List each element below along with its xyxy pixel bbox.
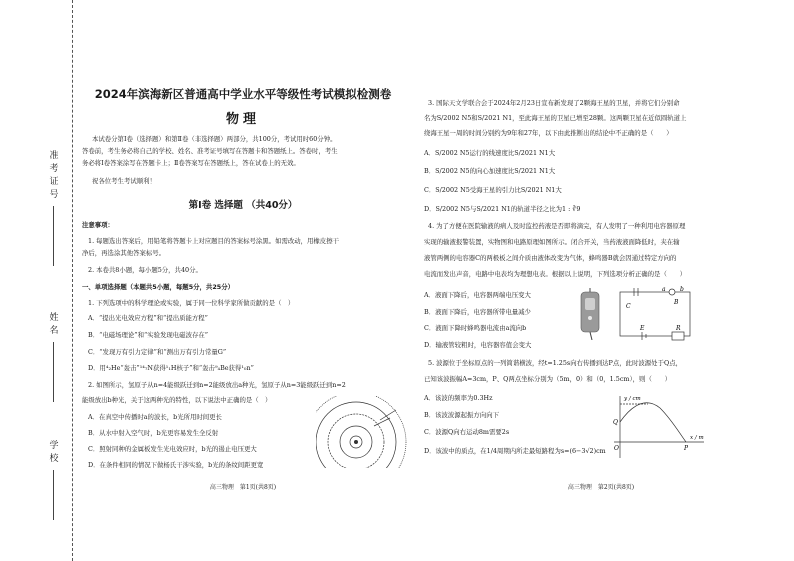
name-field — [44, 312, 62, 402]
note-1b: 净后，再选涂其他答案标号。 — [82, 249, 166, 257]
q4-option-a: A．液面下降后，电容器两端电压变大 — [424, 291, 531, 299]
graph-label-q: Q — [613, 419, 618, 426]
exam-no-label: 准考证号 — [47, 150, 58, 202]
q3-stem-1: 3. 国际天文学联合会于2024年2月23日宣布新发现了2颗海王星的卫星，并将它们分别命 — [428, 99, 680, 107]
q5-stem-2: 已知该波振幅A=3cm，P、Q两点坐标分别为（5m，0）和（0，1.5cm），则（ ） — [424, 375, 672, 383]
school-field — [44, 440, 62, 520]
q5-option-c: C．波源Q向右运动8m需要2s — [424, 428, 510, 436]
circuit-label-r: R — [676, 325, 681, 332]
exam-title: 2024年滨海新区普通高中学业水平等级性考试模拟检测卷 — [94, 87, 392, 101]
q4-option-c: C．液面下降时蜂鸣器电流由a流向b — [424, 324, 527, 332]
right-page — [420, 0, 782, 561]
circuit-diagram — [616, 286, 696, 342]
q2-stem-1: 2. 如图所示，氢原子从n=4能级跃迁到n=2能级放出a种光，氢原子从n=3能级跃迁到n=2 — [88, 381, 346, 389]
school-line — [53, 470, 54, 520]
q2-option-c: C．照射同种的金属板发生光电效应时，b光的遏止电压更大 — [88, 445, 257, 453]
q3-option-b: B．S/2002 N5的向心加速度比S/2021 N1大 — [424, 167, 556, 175]
binding-strip — [0, 0, 78, 561]
circuit-label-c: C — [626, 303, 631, 310]
q1-stem: 1. 下列选项中的科学理论或实验，属于同一位科学家所做贡献的是（ ） — [88, 299, 295, 307]
q3-option-a: A．S/2002 N5运行的线速度比S/2021 N1大 — [424, 149, 556, 157]
circuit-label-a: a — [662, 286, 666, 293]
q5-option-d: D．该波中的质点，在1/4周期内所走最短路程为s=(6−3√2)cm — [424, 447, 606, 455]
iv-device-image — [578, 288, 604, 340]
subject-title: 物理 — [225, 112, 260, 127]
name-line — [53, 342, 54, 402]
left-page — [78, 0, 408, 561]
q1-option-a: A．“提出光电效应方程”和“提出质能方程” — [88, 314, 208, 322]
q2-option-d: D．在条件相同的情况下做杨氏干涉实验，b光的条纹间距更宽 — [88, 461, 264, 469]
name-label: 姓名 — [47, 312, 58, 338]
q4-stem-2: 实现的输液报警装置，实物图和电路原理如图所示。闭合开关，当药液液面降低时，夹在输 — [424, 238, 680, 246]
graph-label-p: P — [684, 445, 689, 452]
intro-line-4: 祝各位考生考试顺利！ — [92, 177, 156, 185]
q4-option-b: B．液面下降后，电容器所带电量减少 — [424, 308, 531, 316]
q4-stem-1: 4. 为了方便在医院输液的病人及时监控药液是否即将滴完，有人发明了一种利用电容器原理 — [428, 222, 686, 230]
q3-option-c: C．S/2002 N5受海王星的引力比S/2021 N1大 — [424, 186, 562, 194]
left-footer: 高三物理 第1页(共8页) — [209, 484, 277, 491]
q5-stem-1: 5. 波源位于坐标原点的一列简谐横波，经t=1.25s向右传播到达P点，此时波源处于Q点， — [428, 359, 682, 367]
q1-option-c: C．“发现万有引力定律”和“测出万有引力常量G” — [88, 348, 227, 356]
exam-no-line — [53, 206, 54, 266]
circuit-label-e: E — [640, 325, 645, 332]
intro-line-2: 答卷前，考生务必将自己的学校、姓名、准考证号填写在答题卡和答题纸上。答卷时，考生 — [82, 147, 338, 155]
q2-option-b: B．从水中射入空气时，b光更容易发生全反射 — [88, 429, 219, 437]
q5-option-b: B．该波波源起振方向向下 — [424, 411, 499, 419]
intro-line-1: 本试卷分第Ⅰ卷（选择题）和第Ⅱ卷（非选择题）两部分，共100分，考试用时60分钟。 — [92, 135, 337, 143]
circuit-label-buzzer: B — [674, 299, 679, 306]
graph-label-o: O — [614, 445, 619, 452]
wave-graph — [610, 392, 710, 464]
graph-y-label: y / cm — [624, 396, 641, 402]
note-1: 1. 每题选出答案后，用铅笔将答题卡上对应题目的答案标号涂黑。如需改动，用橡皮擦干 — [88, 237, 339, 245]
q2-option-a: A．在真空中传播时a的波长，b光所用时间更长 — [88, 413, 222, 421]
binding-dashed-line — [72, 0, 73, 561]
part-heading: 一、单项选择题（本题共5小题，每题5分，共25分） — [82, 283, 234, 291]
q2-stem-2: 能级放出b种光，关于这两种光的特性，以下说法中正确的是（ ） — [82, 396, 272, 404]
energy-level-figure — [316, 396, 408, 468]
school-label: 学校 — [47, 440, 58, 466]
notes-heading: 注意事项： — [82, 221, 114, 229]
q3-stem-3: 绕海王星一周的时间分别约为9年和27年，以下由此推断出的结论中不正确的是（ ） — [424, 129, 673, 137]
intro-line-3: 务必将Ⅰ卷答案涂写在答题卡上；Ⅱ卷答案写在答题纸上，答在试卷上的无效。 — [82, 159, 300, 167]
q4-stem-3: 液管两侧的电容器C的两极板之间介质由液体改变为气体，蜂鸣器B就会因通过特定方向的 — [424, 254, 677, 262]
note-2: 2. 本卷共8小题，每小题5分，共40分。 — [88, 266, 202, 274]
circuit-label-b: b — [680, 286, 684, 293]
q1-option-d: D．用⁴₂He“轰击”¹⁴₇N获得¹₁H核子”和“轰击⁹₄Be获得¹₀n” — [88, 364, 254, 372]
q3-option-d: D．S/2002 N5与S/2021 N1的轨道半径之比为1 : ∛9 — [424, 205, 581, 213]
section-title: 第Ⅰ卷 选择题 （共40分） — [188, 200, 298, 211]
q5-option-a: A．该波的频率为0.3Hz — [424, 394, 493, 402]
q4-option-d: D．输液管较粗时，电容器容值会变大 — [424, 341, 532, 349]
graph-x-label: x / m — [690, 435, 704, 441]
q1-option-b: B．“电磁场理论”和“实验发现电磁波存在” — [88, 331, 209, 339]
right-footer: 高三物理 第2页(共8页) — [567, 484, 635, 491]
q3-stem-2: 名为S/2002 N5和S/2021 N1，至此海王星的卫星已增至28颗。这两颗卫星在近似圆轨道上 — [424, 114, 687, 122]
exam-no-field — [44, 150, 62, 266]
q4-stem-4: 电流而发出声音，电路中电表均为理想电表。根据以上说明，下列选项分析正确的是（ ） — [424, 270, 687, 278]
